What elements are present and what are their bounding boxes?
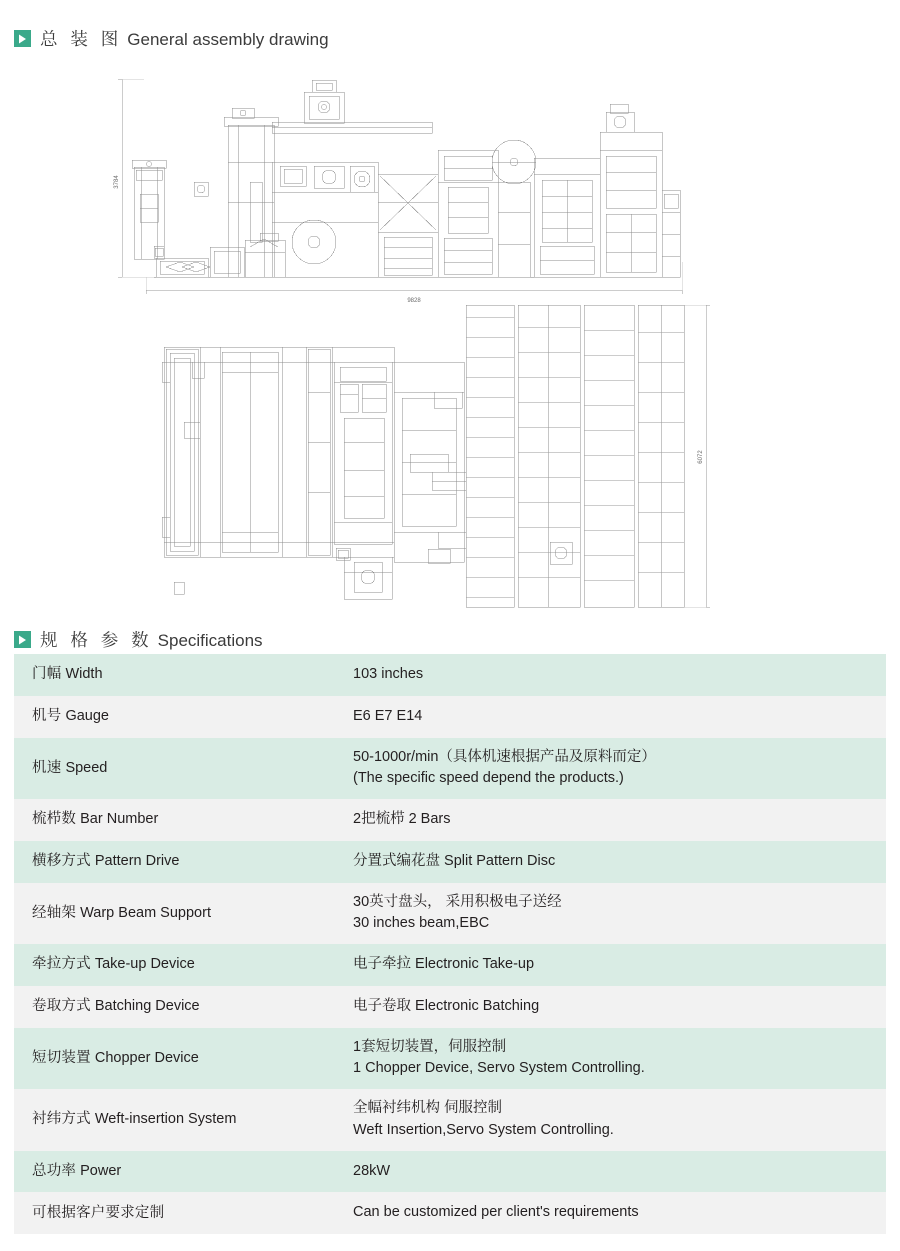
- spec-key-cn: 总功率: [32, 1162, 77, 1179]
- table-row: [14, 738, 886, 800]
- spec-value-line1: 50-1000r/min（具体机速根据产品及原料而定）: [353, 748, 656, 765]
- spec-value-line1: 电子牵拉 Electronic Take-up: [353, 956, 535, 972]
- spec-key-en: Pattern Drive: [94, 853, 180, 870]
- spec-value-line1: E6 E7 E14: [353, 707, 423, 724]
- spec-key-en: Bar Number: [80, 811, 159, 828]
- table-row: [14, 944, 886, 986]
- spec-key-cn: 机号: [32, 708, 62, 725]
- table-row: [14, 1151, 886, 1193]
- assembly-drawing: [14, 62, 886, 612]
- table-row: [14, 986, 886, 1028]
- specifications-table: [14, 654, 886, 1234]
- spec-key-en: Power: [80, 1162, 122, 1179]
- section-title-assembly-en: General assembly drawing: [127, 30, 329, 49]
- spec-key-en: Chopper Device: [94, 1049, 199, 1066]
- spec-key: [14, 799, 337, 841]
- spec-key: [14, 1089, 337, 1151]
- table-row: [14, 1089, 886, 1151]
- dim-height-label: 3784: [114, 175, 120, 189]
- table-row: [14, 883, 886, 945]
- spec-value: [337, 1192, 886, 1234]
- section-title-assembly: [40, 26, 329, 51]
- spec-key-cn: 可根据客户要求定制: [32, 1204, 165, 1221]
- play-arrow-icon: [14, 30, 31, 47]
- table-row: [14, 1028, 886, 1090]
- spec-value: [337, 883, 886, 945]
- table-row: [14, 1192, 886, 1234]
- spec-key-cn: 衬纬方式: [32, 1111, 91, 1128]
- spec-value: [337, 841, 886, 883]
- spec-value: [337, 944, 886, 986]
- spec-value-line2: 30 inches beam,EBC: [353, 915, 490, 932]
- spec-value-line1: Can be customized per client's requirements: [353, 1204, 639, 1221]
- spec-key: [14, 944, 337, 986]
- table-row: [14, 696, 886, 738]
- spec-value: [337, 738, 886, 800]
- spec-key-cn: 短切装置: [32, 1049, 91, 1066]
- spec-key-cn: 牵拉方式: [32, 956, 91, 973]
- spec-value: [337, 1089, 886, 1151]
- dim-width-label: 9828: [407, 298, 421, 304]
- spec-key-cn: 横移方式: [32, 853, 91, 870]
- section-header-specs: [0, 627, 263, 652]
- spec-key-en: Batching Device: [94, 998, 200, 1015]
- table-row: [14, 841, 886, 883]
- spec-value-line2: (The specific speed depend the products.): [353, 770, 624, 787]
- spec-key: [14, 654, 337, 696]
- spec-key-cn: 梳栉数: [32, 811, 77, 828]
- spec-key-en: Gauge: [65, 708, 109, 725]
- spec-key: [14, 883, 337, 945]
- spec-key: [14, 1151, 337, 1193]
- spec-key-en: Warp Beam Support: [80, 904, 211, 921]
- spec-key-cn: 门幅: [32, 666, 62, 683]
- spec-key: [14, 841, 337, 883]
- spec-key-cn: 经轴架: [32, 904, 77, 921]
- section-title-specs-en: Specifications: [157, 631, 263, 650]
- spec-key-cn: 机速: [32, 759, 62, 776]
- spec-value-line1: 分置式编花盘 Split Pattern Disc: [353, 852, 556, 869]
- spec-key-cn: 卷取方式: [32, 998, 91, 1015]
- spec-value-line1: 电子卷取 Electronic Batching: [353, 997, 540, 1014]
- spec-value: [337, 1151, 886, 1193]
- spec-value-line2: Weft Insertion,Servo System Controlling.: [353, 1121, 614, 1138]
- spec-key-en: Take-up Device: [94, 956, 195, 973]
- spec-key-en: Width: [65, 666, 103, 683]
- spec-key-en: Speed: [65, 759, 108, 776]
- spec-key-en: Weft-insertion System: [94, 1111, 237, 1128]
- section-title-specs-cn: 规 格 参 数: [40, 630, 153, 650]
- spec-value-line1: 全幅衬纬机构 伺服控制: [353, 1100, 503, 1116]
- table-row: [14, 654, 886, 696]
- section-title-specs: [40, 627, 263, 652]
- spec-value: [337, 986, 886, 1028]
- dim-depth-label: 6072: [698, 450, 704, 464]
- spec-key: [14, 986, 337, 1028]
- spec-value: [337, 799, 886, 841]
- spec-value-line1: 103 inches: [353, 666, 424, 682]
- section-title-assembly-cn: 总 装 图: [40, 29, 123, 49]
- play-arrow-icon: [14, 631, 31, 648]
- spec-value-line1: 2把梳栉 2 Bars: [353, 811, 451, 827]
- spec-key: [14, 738, 337, 800]
- assembly-drawing-svg: [14, 62, 886, 612]
- spec-key: [14, 1192, 337, 1234]
- spec-value: [337, 1028, 886, 1090]
- spec-value-line1: 30英寸盘头， 采用积极电子送经: [353, 893, 562, 910]
- spec-value-line1: 1套短切装置，伺服控制: [353, 1038, 507, 1055]
- spec-value-line2: 1 Chopper Device, Servo System Controlling.: [353, 1060, 645, 1077]
- spec-key: [14, 696, 337, 738]
- table-row: [14, 799, 886, 841]
- spec-value: [337, 654, 886, 696]
- section-header-assembly: [0, 26, 329, 51]
- spec-value-line1: 28kW: [353, 1162, 391, 1179]
- spec-key: [14, 1028, 337, 1090]
- spec-value: [337, 696, 886, 738]
